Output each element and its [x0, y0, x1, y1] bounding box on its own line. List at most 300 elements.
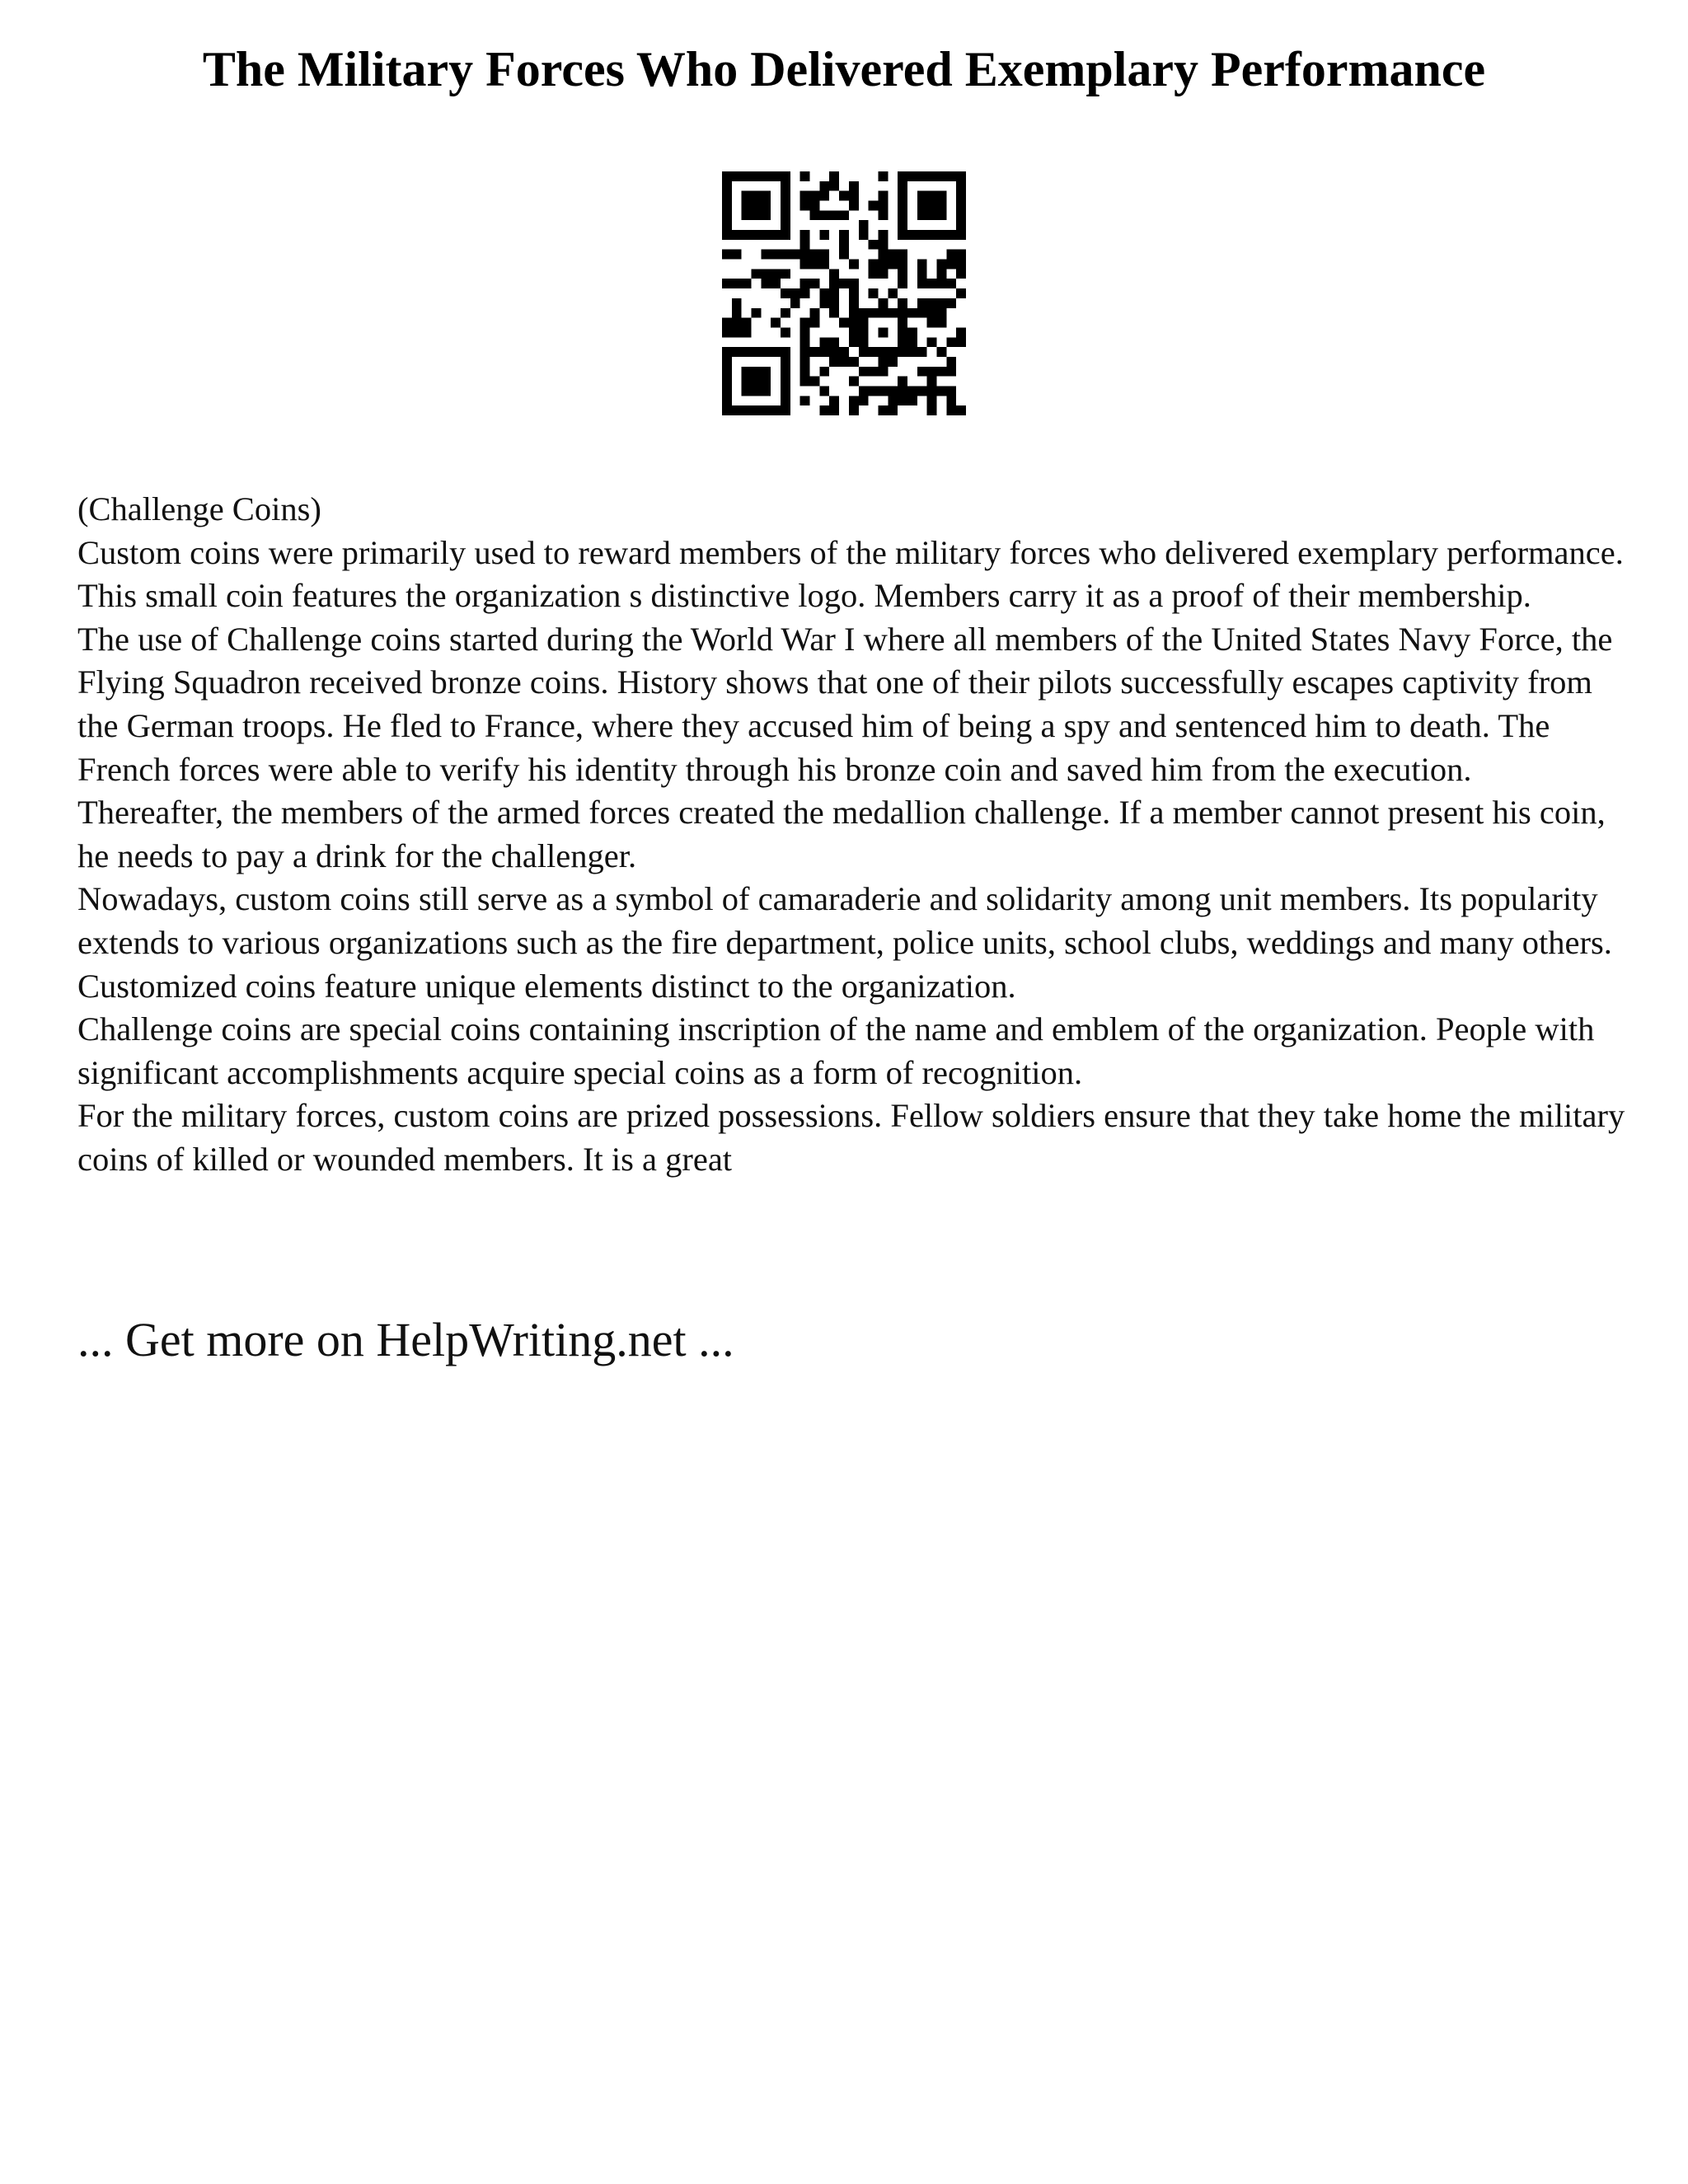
qr-module — [771, 405, 781, 415]
qr-module — [898, 260, 907, 269]
qr-module — [869, 240, 879, 250]
qr-module — [936, 260, 946, 269]
qr-module — [732, 250, 742, 260]
qr-module — [927, 171, 937, 181]
qr-module — [819, 181, 829, 191]
qr-module — [810, 377, 820, 387]
qr-module — [936, 318, 946, 328]
qr-module — [869, 269, 879, 279]
qr-module — [927, 279, 937, 288]
qr-module — [946, 357, 956, 367]
qr-module — [781, 220, 790, 230]
qr-module — [819, 210, 829, 220]
qr-module — [839, 347, 849, 357]
qr-module — [907, 171, 917, 181]
qr-module — [878, 308, 888, 318]
qr-module — [917, 308, 927, 318]
qr-module — [732, 347, 742, 357]
qr-module — [888, 250, 898, 260]
qr-module — [946, 396, 956, 405]
qr-module — [752, 386, 762, 396]
qr-module — [839, 210, 849, 220]
qr-module — [781, 308, 790, 318]
qr-module — [752, 269, 762, 279]
article-paragraph: Nowadays, custom coins still serve as a symbol of camaraderie and solidarity among unit members. Its popularity extends to various organizations such as the fire department, police units, school clubs, weddings and many others. Customized coins feature unique elements distinct to the organization. — [77, 880, 1612, 1005]
qr-module — [732, 230, 742, 240]
qr-module — [722, 327, 732, 337]
qr-module — [819, 367, 829, 377]
qr-module — [956, 337, 966, 347]
qr-code-icon — [722, 171, 966, 415]
qr-module — [819, 230, 829, 240]
qr-module — [917, 386, 927, 396]
qr-module — [742, 377, 752, 387]
qr-module — [722, 347, 732, 357]
qr-module — [722, 318, 732, 328]
qr-module — [752, 405, 762, 415]
qr-module — [790, 250, 800, 260]
qr-module — [898, 298, 907, 308]
qr-module — [849, 201, 859, 211]
qr-module — [859, 230, 869, 240]
qr-module — [859, 396, 869, 405]
qr-module — [898, 250, 907, 260]
qr-module — [898, 269, 907, 279]
qr-module — [829, 357, 839, 367]
qr-module — [859, 318, 869, 328]
qr-module — [800, 357, 810, 367]
qr-module — [761, 250, 771, 260]
qr-module — [752, 347, 762, 357]
qr-module — [878, 405, 888, 415]
qr-module — [936, 367, 946, 377]
qr-module — [732, 171, 742, 181]
qr-module — [956, 181, 966, 191]
qr-module — [781, 367, 790, 377]
qr-module — [849, 260, 859, 269]
qr-module — [829, 210, 839, 220]
qr-module — [771, 230, 781, 240]
qr-module — [888, 357, 898, 367]
qr-module — [781, 171, 790, 181]
qr-module — [859, 367, 869, 377]
qr-module — [722, 377, 732, 387]
qr-module — [810, 210, 820, 220]
qr-module — [927, 377, 937, 387]
qr-module — [752, 171, 762, 181]
qr-module — [742, 367, 752, 377]
qr-module — [722, 367, 732, 377]
qr-module — [878, 260, 888, 269]
qr-module — [742, 230, 752, 240]
qr-module — [898, 279, 907, 288]
qr-module — [898, 220, 907, 230]
qr-module — [878, 240, 888, 250]
qr-module — [810, 279, 820, 288]
qr-module — [956, 220, 966, 230]
qr-module — [722, 357, 732, 367]
qr-module — [849, 327, 859, 337]
qr-module — [781, 347, 790, 357]
qr-module — [907, 347, 917, 357]
qr-module — [859, 386, 869, 396]
qr-module — [810, 260, 820, 269]
qr-module — [917, 171, 927, 181]
qr-module — [800, 347, 810, 357]
qr-module — [888, 288, 898, 298]
qr-module — [946, 337, 956, 347]
qr-module — [956, 171, 966, 181]
qr-module — [761, 405, 771, 415]
qr-module — [956, 210, 966, 220]
qr-module — [839, 357, 849, 367]
article-paragraph: Challenge coins are special coins containing inscription of the name and emblem of the organization. People with significant accomplishments acquire special coins as a form of recognition. — [77, 1010, 1595, 1091]
qr-module — [810, 191, 820, 201]
qr-module — [917, 279, 927, 288]
qr-module — [936, 230, 946, 240]
qr-module — [946, 298, 956, 308]
qr-module — [761, 171, 771, 181]
article-body — [77, 488, 1627, 1182]
qr-module — [761, 269, 771, 279]
qr-module — [810, 250, 820, 260]
qr-module — [878, 269, 888, 279]
qr-module — [829, 269, 839, 279]
qr-module — [878, 201, 888, 211]
qr-module — [722, 220, 732, 230]
qr-module — [956, 260, 966, 269]
qr-module — [927, 367, 937, 377]
qr-module — [742, 386, 752, 396]
qr-module — [800, 191, 810, 201]
qr-module — [956, 201, 966, 211]
qr-module — [722, 181, 732, 191]
qr-module — [888, 308, 898, 318]
qr-module — [936, 171, 946, 181]
qr-module — [800, 260, 810, 269]
qr-module — [722, 210, 732, 220]
qr-module — [761, 347, 771, 357]
qr-module — [898, 171, 907, 181]
qr-module — [936, 191, 946, 201]
qr-module — [946, 230, 956, 240]
qr-module — [839, 191, 849, 201]
qr-module — [869, 260, 879, 269]
qr-module — [946, 405, 956, 415]
qr-module — [927, 405, 937, 415]
qr-module — [761, 201, 771, 211]
qr-module — [927, 230, 937, 240]
qr-module — [888, 396, 898, 405]
qr-module — [839, 240, 849, 250]
qr-module — [722, 279, 732, 288]
qr-module — [781, 288, 790, 298]
qr-module — [936, 347, 946, 357]
qr-module — [936, 269, 946, 279]
qr-module — [722, 386, 732, 396]
qr-module — [752, 201, 762, 211]
qr-module — [732, 405, 742, 415]
qr-module — [849, 396, 859, 405]
qr-module — [878, 386, 888, 396]
qr-module — [849, 318, 859, 328]
qr-module — [819, 405, 829, 415]
qr-module — [800, 327, 810, 337]
qr-module — [849, 377, 859, 387]
qr-module — [819, 191, 829, 201]
qr-module — [771, 250, 781, 260]
qr-module — [946, 260, 956, 269]
qr-module — [907, 337, 917, 347]
qr-module — [771, 347, 781, 357]
qr-module — [878, 230, 888, 240]
article-paragraph: (Challenge Coins) — [77, 490, 321, 527]
qr-module — [722, 250, 732, 260]
qr-module — [936, 386, 946, 396]
qr-module — [917, 260, 927, 269]
qr-module — [878, 357, 888, 367]
qr-module — [917, 269, 927, 279]
qr-module — [898, 230, 907, 240]
qr-module — [781, 191, 790, 201]
qr-module — [878, 298, 888, 308]
qr-module — [722, 396, 732, 405]
qr-module — [732, 279, 742, 288]
qr-module — [800, 240, 810, 250]
qr-module — [771, 269, 781, 279]
qr-module — [907, 327, 917, 337]
qr-module — [849, 357, 859, 367]
page-title: The Military Forces Who Delivered Exemplary Performance — [202, 42, 1486, 96]
qr-module — [829, 181, 839, 191]
qr-module — [781, 210, 790, 220]
qr-module — [898, 201, 907, 211]
qr-module — [936, 210, 946, 220]
qr-module — [956, 327, 966, 337]
qr-module — [752, 377, 762, 387]
qr-module — [869, 201, 879, 211]
qr-module — [888, 347, 898, 357]
qr-module — [869, 386, 879, 396]
qr-module — [819, 298, 829, 308]
qr-module — [956, 230, 966, 240]
qr-module — [956, 269, 966, 279]
qr-module — [800, 318, 810, 328]
qr-module — [898, 386, 907, 396]
qr-module — [927, 201, 937, 211]
qr-module — [888, 260, 898, 269]
qr-module — [781, 269, 790, 279]
qr-module — [742, 279, 752, 288]
qr-module — [936, 279, 946, 288]
qr-module — [752, 367, 762, 377]
qr-module — [800, 171, 810, 181]
qr-module — [907, 386, 917, 396]
qr-module — [849, 298, 859, 308]
qr-module — [800, 201, 810, 211]
qr-module — [907, 230, 917, 240]
qr-module — [859, 347, 869, 357]
qr-module — [849, 308, 859, 318]
qr-module — [829, 171, 839, 181]
qr-module — [800, 337, 810, 347]
qr-module — [732, 308, 742, 318]
qr-module — [781, 250, 790, 260]
qr-module — [781, 405, 790, 415]
qr-module — [800, 396, 810, 405]
qr-module — [781, 181, 790, 191]
qr-module — [859, 308, 869, 318]
qr-module — [946, 367, 956, 377]
qr-module — [790, 298, 800, 308]
qr-module — [722, 230, 732, 240]
qr-module — [878, 191, 888, 201]
qr-module — [927, 318, 937, 328]
qr-module — [907, 308, 917, 318]
qr-module — [917, 201, 927, 211]
qr-module — [829, 337, 839, 347]
qr-module — [761, 377, 771, 387]
qr-module — [810, 347, 820, 357]
qr-module — [781, 377, 790, 387]
qr-module — [742, 201, 752, 211]
qr-module — [917, 347, 927, 357]
qr-module — [800, 230, 810, 240]
qr-module — [946, 250, 956, 260]
qr-module — [800, 250, 810, 260]
qr-module — [936, 308, 946, 318]
qr-module — [771, 279, 781, 288]
qr-module — [927, 298, 937, 308]
qr-module — [898, 191, 907, 201]
qr-module — [936, 201, 946, 211]
qr-module — [742, 318, 752, 328]
qr-module — [859, 220, 869, 230]
qr-module — [810, 201, 820, 211]
qr-module — [849, 405, 859, 415]
qr-module — [810, 318, 820, 328]
qr-module — [761, 191, 771, 201]
qr-module — [800, 367, 810, 377]
qr-module — [829, 347, 839, 357]
qr-module — [839, 279, 849, 288]
qr-module — [819, 347, 829, 357]
qr-module — [742, 210, 752, 220]
qr-module — [927, 308, 937, 318]
qr-module — [829, 279, 839, 288]
qr-module — [878, 327, 888, 337]
qr-module — [761, 367, 771, 377]
qr-module — [781, 386, 790, 396]
qr-module — [927, 386, 937, 396]
article-paragraph: The use of Challenge coins started during the World War I where all members of the United States Navy Force, the Flying Squadron received bronze coins. History shows that one of their pilots successfully escapes captivity from the German troops. He fled to France, where they accused him of being a spy and sentenced him to death. The French forces were able to verify his identity through his bronze coin and saved him from the execution. — [77, 620, 1613, 788]
qr-module — [722, 191, 732, 201]
qr-module — [722, 405, 732, 415]
qr-module — [732, 318, 742, 328]
qr-module — [752, 230, 762, 240]
qr-module — [956, 191, 966, 201]
qr-module — [859, 337, 869, 347]
qr-module — [956, 405, 966, 415]
qr-module — [898, 210, 907, 220]
qr-module — [869, 308, 879, 318]
qr-module — [917, 367, 927, 377]
qr-module — [849, 288, 859, 298]
qr-module — [898, 181, 907, 191]
qr-module — [859, 327, 869, 337]
qr-module — [869, 367, 879, 377]
qr-module — [888, 386, 898, 396]
qr-module — [878, 171, 888, 181]
qr-module — [917, 210, 927, 220]
qr-module — [898, 347, 907, 357]
qr-module — [829, 308, 839, 318]
qr-module — [732, 327, 742, 337]
qr-module — [849, 191, 859, 201]
qr-module — [898, 318, 907, 328]
qr-module — [849, 337, 859, 347]
qr-module — [888, 405, 898, 415]
qr-module — [839, 250, 849, 260]
article-paragraph: Thereafter, the members of the armed forces created the medallion challenge. If a member cannot present his coin, he needs to pay a drink for the challenger. — [77, 794, 1606, 874]
qr-module — [752, 308, 762, 318]
qr-module — [742, 347, 752, 357]
qr-module — [849, 279, 859, 288]
qr-module — [742, 171, 752, 181]
qr-module — [829, 298, 839, 308]
qr-module — [819, 260, 829, 269]
get-more-link[interactable]: ... Get more on HelpWriting.net ... — [77, 1313, 734, 1366]
qr-module — [829, 288, 839, 298]
qr-module — [819, 250, 829, 260]
qr-module — [898, 327, 907, 337]
qr-module — [742, 327, 752, 337]
qr-module — [927, 210, 937, 220]
qr-module — [878, 250, 888, 260]
qr-module — [956, 250, 966, 260]
qr-module — [898, 308, 907, 318]
qr-module — [761, 230, 771, 240]
qr-module — [761, 279, 771, 288]
article-paragraph: For the military forces, custom coins are prized possessions. Fellow soldiers ensure that they take home the military coins of killed or wounded members. It is a great — [77, 1097, 1625, 1178]
qr-module — [819, 386, 829, 396]
qr-module — [781, 230, 790, 240]
article-paragraph: Custom coins were primarily used to reward members of the military forces who delivered exemplary performance. This small coin features the organization s distinctive logo. Members carry it as a proof of their membership. — [77, 533, 1624, 615]
qr-module — [878, 210, 888, 220]
qr-module — [781, 357, 790, 367]
qr-module — [761, 386, 771, 396]
qr-module — [722, 171, 732, 181]
qr-module — [800, 279, 810, 288]
qr-module — [732, 298, 742, 308]
qr-module — [898, 337, 907, 347]
qr-module — [917, 191, 927, 201]
qr-module — [946, 279, 956, 288]
qr-module — [819, 288, 829, 298]
qr-module — [722, 201, 732, 211]
qr-module — [927, 191, 937, 201]
qr-module — [771, 171, 781, 181]
qr-module — [956, 288, 966, 298]
qr-module — [839, 230, 849, 240]
qr-module — [790, 288, 800, 298]
qr-module — [742, 191, 752, 201]
qr-module — [907, 396, 917, 405]
qr-module — [936, 298, 946, 308]
qr-module — [810, 308, 820, 318]
qr-module — [800, 377, 810, 387]
qr-module — [742, 405, 752, 415]
